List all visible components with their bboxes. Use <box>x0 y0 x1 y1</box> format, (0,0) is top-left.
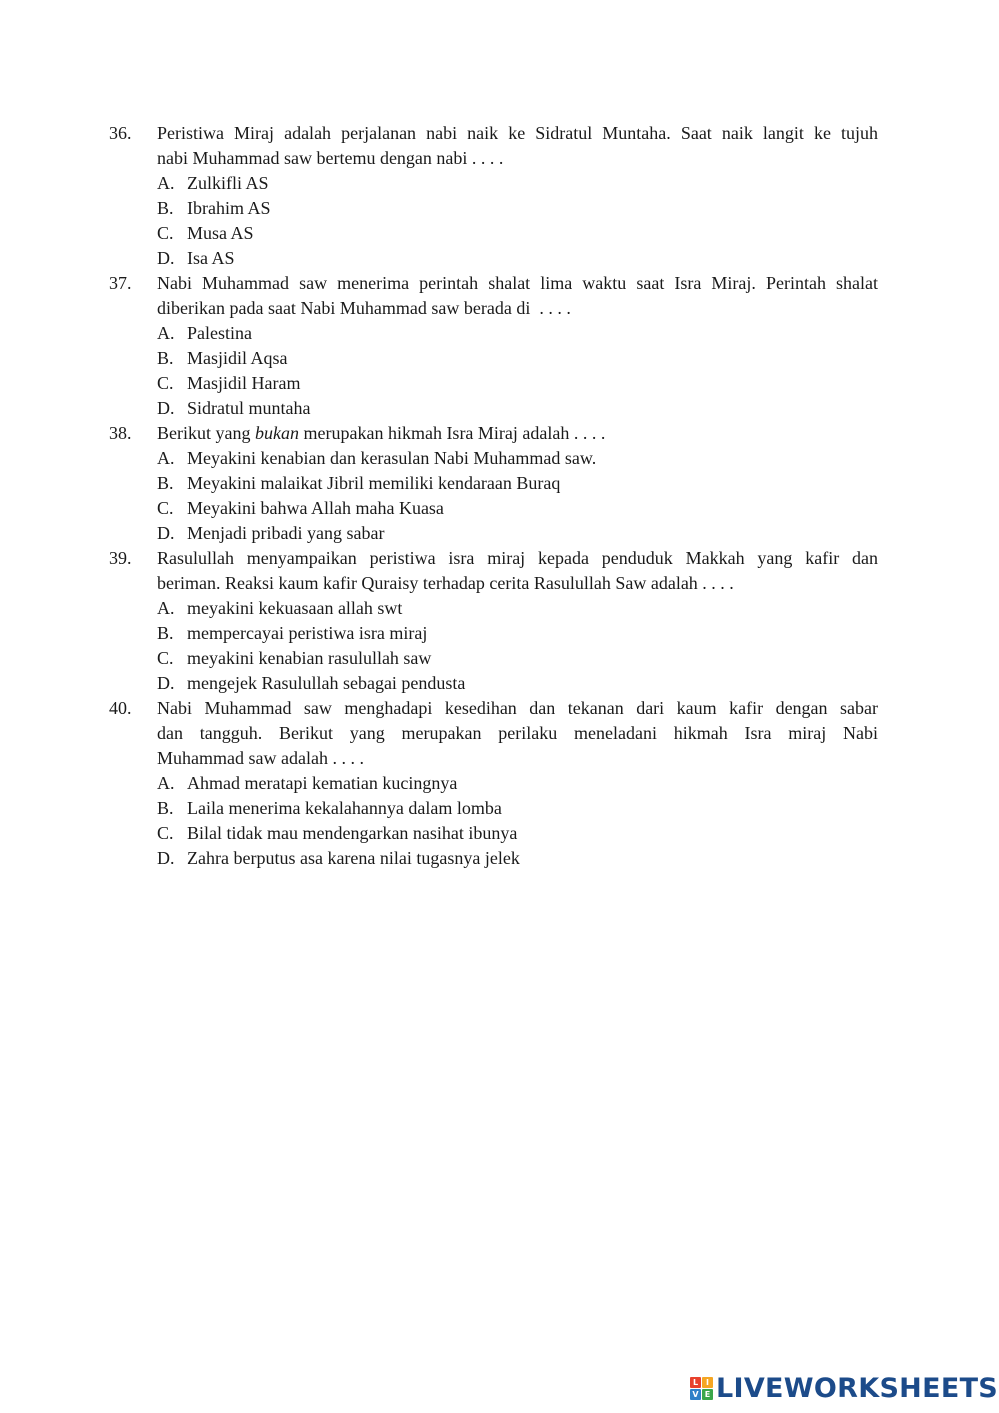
logo-mark-icon <box>690 1377 713 1400</box>
option-text: Zulkifli AS <box>187 173 269 193</box>
answer-option-c[interactable] <box>157 646 431 671</box>
option-text: Masjidil Aqsa <box>187 348 288 368</box>
logo-mark-tile: I <box>702 1377 713 1388</box>
option-text: mempercayai peristiwa isra miraj <box>187 623 428 643</box>
answer-option-a[interactable] <box>157 321 252 346</box>
stem-text: Berikut yang <box>157 423 255 443</box>
question-stem-line: dan tangguh. Berikut yang merupakan perilaku meneladani hikmah Isra miraj Nabi <box>157 723 878 743</box>
answer-option-d[interactable] <box>157 246 235 271</box>
question-stem-line: diberikan pada saat Nabi Muhammad saw berada di . . . . <box>157 298 571 318</box>
answer-option-c[interactable] <box>157 496 444 521</box>
question-number: 38. <box>109 423 132 443</box>
option-text: Ibrahim AS <box>187 198 271 218</box>
answer-option-a[interactable] <box>157 771 457 796</box>
option-text: Meyakini bahwa Allah maha Kuasa <box>187 498 444 518</box>
option-letter: C. <box>157 373 174 393</box>
question-stem-line: Nabi Muhammad saw menghadapi kesedihan dan tekanan dari kaum kafir dengan sabar <box>157 698 878 718</box>
logo-text: LIVEWORKSHEETS <box>716 1372 999 1404</box>
answer-option-a[interactable] <box>157 596 402 621</box>
question-number: 40. <box>109 698 132 718</box>
option-text: mengejek Rasulullah sebagai pendusta <box>187 673 466 693</box>
option-text: meyakini kenabian rasulullah saw <box>187 648 432 668</box>
option-text: Meyakini malaikat Jibril memiliki kendaraan Buraq <box>187 473 561 493</box>
option-letter: B. <box>157 348 174 368</box>
option-letter: A. <box>157 598 175 618</box>
option-text: Meyakini kenabian dan kerasulan Nabi Muhammad saw. <box>187 448 597 468</box>
question-stem-line: Muhammad saw adalah . . . . <box>157 748 364 768</box>
option-text: Musa AS <box>187 223 254 243</box>
option-letter: A. <box>157 448 175 468</box>
option-letter: B. <box>157 198 174 218</box>
liveworksheets-logo <box>690 1373 998 1403</box>
question-stem-line: nabi Muhammad saw bertemu dengan nabi . . . . <box>157 148 504 168</box>
option-letter: B. <box>157 623 174 643</box>
question-stem <box>157 546 878 596</box>
answer-option-d[interactable] <box>157 396 310 421</box>
stem-emphasis: bukan <box>254 423 299 443</box>
answer-option-b[interactable] <box>157 621 427 646</box>
answer-option-b[interactable] <box>157 796 502 821</box>
stem-text: merupakan hikmah Isra Miraj adalah . . . . <box>298 423 606 443</box>
question-stem <box>157 421 878 446</box>
answer-option-d[interactable] <box>157 671 465 696</box>
option-text: Sidratul muntaha <box>187 398 311 418</box>
option-letter: D. <box>157 398 175 418</box>
answer-option-a[interactable] <box>157 446 596 471</box>
question-stem <box>157 696 878 771</box>
question-stem-line: beriman. Reaksi kaum kafir Quraisy terhadap cerita Rasulullah Saw adalah . . . . <box>157 573 734 593</box>
question-stem <box>157 121 878 171</box>
answer-option-b[interactable] <box>157 196 271 221</box>
option-text: Masjidil Haram <box>187 373 301 393</box>
option-text: Laila menerima kekalahannya dalam lomba <box>187 798 502 818</box>
option-letter: D. <box>157 523 175 543</box>
option-text: Bilal tidak mau mendengarkan nasihat ibunya <box>187 823 518 843</box>
logo-mark-tile: E <box>702 1389 713 1400</box>
question-stem-line: Nabi Muhammad saw menerima perintah shalat lima waktu saat Isra Miraj. Perintah shalat <box>157 273 878 293</box>
option-letter: A. <box>157 323 175 343</box>
answer-option-a[interactable] <box>157 171 269 196</box>
option-letter: C. <box>157 498 174 518</box>
option-letter: C. <box>157 648 174 668</box>
option-letter: D. <box>157 248 175 268</box>
answer-option-b[interactable] <box>157 471 560 496</box>
question-stem-line: Peristiwa Miraj adalah perjalanan nabi naik ke Sidratul Muntaha. Saat naik langit ke tujuh <box>157 123 878 143</box>
option-letter: C. <box>157 223 174 243</box>
option-letter: C. <box>157 823 174 843</box>
option-letter: B. <box>157 473 174 493</box>
option-letter: A. <box>157 173 175 193</box>
option-letter: D. <box>157 673 175 693</box>
answer-option-d[interactable] <box>157 846 520 871</box>
option-text: Ahmad meratapi kematian kucingnya <box>187 773 458 793</box>
logo-mark-tile: V <box>690 1389 701 1400</box>
question-stem <box>157 271 878 321</box>
question-number: 36. <box>109 123 132 143</box>
option-letter: D. <box>157 848 175 868</box>
option-text: Palestina <box>187 323 252 343</box>
answer-option-c[interactable] <box>157 371 300 396</box>
answer-option-c[interactable] <box>157 821 517 846</box>
option-text: Menjadi pribadi yang sabar <box>187 523 385 543</box>
option-text: Zahra berputus asa karena nilai tugasnya jelek <box>187 848 520 868</box>
question-number: 39. <box>109 548 132 568</box>
option-letter: B. <box>157 798 174 818</box>
question-stem-line: Rasulullah menyampaikan peristiwa isra miraj kepada penduduk Makkah yang kafir dan <box>157 548 878 568</box>
option-text: Isa AS <box>187 248 235 268</box>
option-letter: A. <box>157 773 175 793</box>
answer-option-c[interactable] <box>157 221 254 246</box>
logo-mark-tile: L <box>690 1377 701 1388</box>
question-number: 37. <box>109 273 132 293</box>
option-text: meyakini kekuasaan allah swt <box>187 598 403 618</box>
answer-option-d[interactable] <box>157 521 384 546</box>
answer-option-b[interactable] <box>157 346 288 371</box>
